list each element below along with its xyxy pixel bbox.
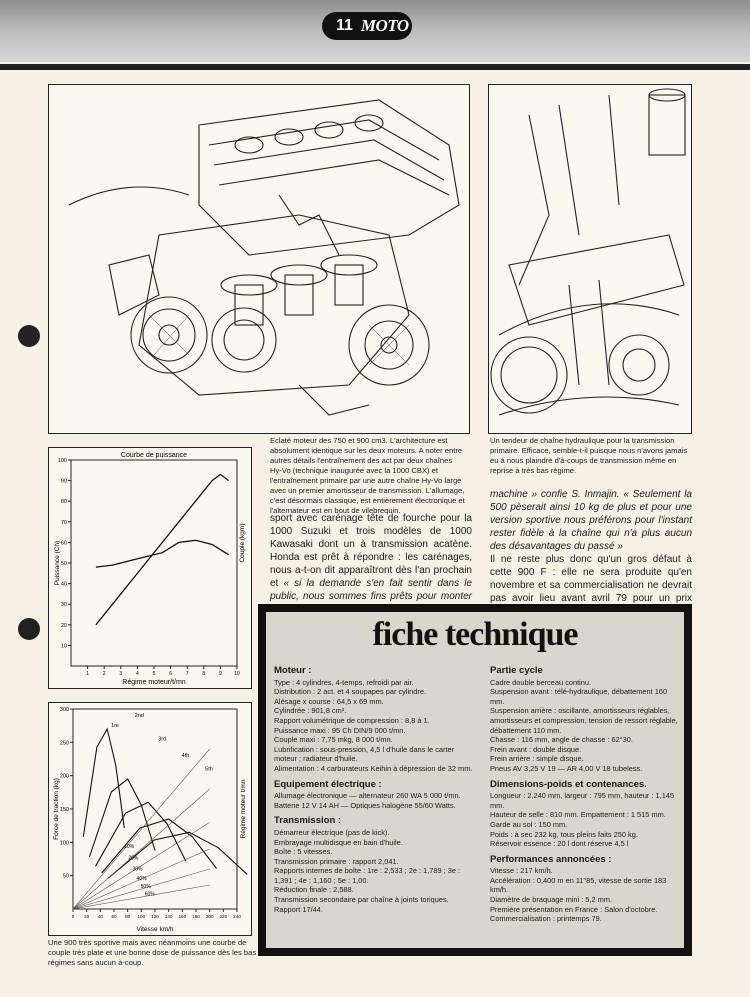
spec-line: Garde au sol : 150 mm. bbox=[490, 819, 568, 829]
fiche-title: fiche technique bbox=[372, 616, 578, 653]
grade-label: 10% bbox=[124, 844, 135, 850]
spec-line: Boîte : 5 vitesses. bbox=[274, 847, 333, 857]
elec-heading: Equipement électrique : bbox=[274, 778, 382, 790]
y-tick-label: 40 bbox=[60, 581, 67, 588]
y-tick-label: 200 bbox=[59, 773, 69, 780]
x-tick-label: 120 bbox=[151, 914, 159, 919]
y-tick-label: 300 bbox=[59, 707, 69, 713]
gear-label: 5th bbox=[205, 766, 213, 773]
chain-tensioner-illustration bbox=[488, 84, 692, 434]
y-axis-label-right: Couple (kgm) bbox=[239, 523, 246, 563]
spec-line: Alimentation : 4 carburateurs Keihin à dépression de 32 mm. bbox=[274, 763, 473, 773]
x-axis-label: Vitesse km/h bbox=[136, 926, 174, 933]
y-tick-label: 70 bbox=[60, 519, 67, 526]
x-axis-label: Régime moteur/t/mn bbox=[122, 679, 186, 686]
article-column-3 bbox=[490, 488, 692, 618]
traction-chart-svg bbox=[49, 703, 251, 935]
spec-line: Frein arrière : simple disque. bbox=[490, 754, 584, 764]
x-tick-label: 240 bbox=[233, 914, 241, 919]
gear-label: 3rd bbox=[158, 736, 167, 743]
spec-line: Pneus AV 3,25 V 19 — AR 4,00 V 18 tubeless. bbox=[490, 763, 643, 773]
spec-line: Embrayage multidisque en bain d'huile. bbox=[274, 837, 403, 847]
y-tick-label: 250 bbox=[59, 740, 69, 747]
y-tick-label: 50 bbox=[62, 873, 69, 880]
dimensions-heading: Dimensions-poids et contenances. bbox=[490, 778, 647, 790]
y-tick-label: 30 bbox=[60, 602, 67, 609]
engine-illustration bbox=[48, 84, 470, 434]
y-tick-label: 10 bbox=[60, 643, 67, 650]
chart-frame bbox=[73, 709, 237, 909]
x-tick-label: 2 bbox=[102, 671, 106, 677]
spec-line: Rapports internes de boîte : 1re : 2,533 ; 2e : 1,789 ; 3e : 1,391 ; 4e : 1,160 ; 5e : 1,00. bbox=[274, 866, 461, 885]
engine-caption: Eclaté moteur des 750 et 900 cm3. L'architecture est absolument identique sur les deux moteurs. A noter entre autres détails l'entraînement des act par deux chaînes Hy-Vo (technique inaugurée avec la 1000 CBX) et l'entraînement primaire par une autre chaîne Hy-Vo large avec un premier amortisseur de transmission. L'allumage, c'est désormais classique, est entièrement électronique et l'alternateur est en bout de vilebrequin. bbox=[270, 436, 465, 515]
spec-line: Frein avant : double disque. bbox=[490, 744, 582, 754]
y-tick-label: 100 bbox=[59, 840, 69, 847]
chart-caption: Une 900 très sportive mais avec néanmoins une courbe de couple très plate et une bonne dose de puissance dès les bas régimes sans aucun à-coup. bbox=[48, 938, 257, 967]
article-col3-text: Il ne reste plus donc qu'un gros défaut à cette 900 F : elle ne sera produite qu'en novembre et sa commercialisation ne devrait pas avoir lieu avant avril 79 pour un prix bbox=[490, 554, 692, 604]
spec-line: Couple maxi : 7,75 mkg, 8 000 t/mn. bbox=[274, 735, 393, 745]
moteur-heading: Moteur : bbox=[274, 665, 312, 676]
spec-line: Première présentation en France : Salon d'octobre. bbox=[490, 904, 658, 914]
y-tick-label: 80 bbox=[60, 499, 67, 506]
series-line-1 bbox=[96, 540, 229, 567]
spec-line: Vitesse : 217 km/h. bbox=[490, 866, 553, 876]
article-col3-quote: machine » confie S. Inmajin. « Seulement la 500 pèserait ainsi 10 kg de plus et pour une version sportive nous préférons pour l'instant rester fidèle à la chaîne qui n'a plus aucun des désavantages du passé » bbox=[490, 489, 692, 552]
spec-line: Accélération : 0,400 m en 11"85, vitesse de sortie 183 km/h. bbox=[490, 875, 667, 895]
spec-line: Lubrification : sous-pression, 4,5 l d'huile dans le carter moteur ; radiateur d'huile. bbox=[274, 744, 455, 764]
page-number: 11 bbox=[336, 17, 353, 34]
fiche-technique-box bbox=[258, 604, 692, 956]
x-tick-label: 100 bbox=[137, 914, 146, 919]
spec-line: Réservoir essence : 20 l dont réserve 4,5 l bbox=[490, 839, 629, 849]
x-tick-label: 160 bbox=[178, 914, 187, 919]
series-line-0 bbox=[96, 474, 229, 624]
spec-line: Allumage électronique — alternateur 260 WA 5 000 t/mn. bbox=[274, 791, 461, 801]
spec-line: Cadre double berceau continu. bbox=[490, 677, 592, 687]
grade-label: 50% bbox=[140, 884, 151, 891]
gear-curve-1 bbox=[83, 729, 124, 837]
chain-caption: Un tendeur de chaîne hydraulique pour la transmission primaire. Efficace, semble-t-il puisque nous n'avons jamais eu à nous plaindre d'à-coups de transmission même en reprise à très bas régime. bbox=[490, 436, 688, 475]
gear-label: 2nd bbox=[134, 713, 144, 719]
x-tick-label: 60 bbox=[111, 914, 117, 919]
spec-line: Longueur : 2,240 mm, largeur : 795 mm, hauteur : 1,145 mm. bbox=[490, 791, 675, 810]
x-tick-label: 220 bbox=[219, 914, 228, 919]
spec-line: Diamètre de braquage mini : 5,2 mm. bbox=[490, 895, 612, 905]
grade-label: 40% bbox=[136, 876, 147, 883]
spec-line: Hauteur de selle : 810 mm. Empattement : 1 515 mm. bbox=[490, 810, 666, 820]
spec-line: Puissance maxi : 95 Ch DIN/9 000 t/mn. bbox=[274, 725, 406, 735]
y-axis-label-right: Régime moteur t/mn bbox=[240, 779, 247, 839]
gear-curve-3 bbox=[96, 802, 186, 866]
x-tick-label: 6 bbox=[169, 671, 172, 677]
spec-line: Transmission secondaire par chaîne à joints toriques. Rapport 17/44. bbox=[274, 895, 449, 914]
spec-line: Commercialisation : printemps 79. bbox=[490, 914, 602, 924]
spec-line: Rapport volumétrique de compression : 8,8 à 1. bbox=[274, 715, 430, 725]
x-tick-label: 5 bbox=[152, 671, 156, 677]
x-tick-label: 3 bbox=[119, 671, 123, 677]
grade-label: 20% bbox=[128, 855, 139, 862]
y-tick-label: 20 bbox=[60, 622, 67, 629]
spec-line: Suspension avant : télé-hydraulique, débattement 160 mm. bbox=[490, 687, 668, 706]
gear-label: 4th bbox=[181, 753, 190, 759]
x-tick-label: 1 bbox=[86, 671, 89, 677]
cycle-heading: Partie cycle bbox=[490, 665, 543, 676]
article-col2-text: sport avec carénage tête de fourche pour la 1000 Suzuki et trois modèles de 1000 Kawasaki dont un à transmission acatène. Honda est prêt à répondre : les carénages, nous a-t-on dit apparaîtront dès l'an prochain et bbox=[270, 513, 472, 589]
x-tick-label: 7 bbox=[185, 671, 189, 677]
power-curve-chart bbox=[48, 447, 252, 689]
fiche-right-column bbox=[490, 660, 678, 924]
transmission-heading: Transmission : bbox=[274, 815, 342, 827]
x-tick-label: 140 bbox=[164, 914, 173, 919]
spec-line: Démarreur électrique (pas de kick). bbox=[274, 827, 390, 837]
spec-line: Type : 4 cylindres, 4-temps, refroidi par air. bbox=[274, 677, 414, 687]
spec-line: Poids : à sec 232 kg, tous pleins faits 250 kg. bbox=[490, 829, 638, 839]
spec-line: Suspension arrière : oscillante, amortisseurs réglables, amortisseurs et compression, tension de ressort réglable, débattement 110 mm. bbox=[490, 706, 678, 735]
y-tick-label: 50 bbox=[60, 561, 67, 567]
grade-label: 30% bbox=[132, 866, 143, 873]
y-tick-label: 100 bbox=[57, 458, 67, 464]
y-axis-label: Puissance (Ch) bbox=[54, 540, 61, 586]
x-tick-label: 10 bbox=[234, 671, 240, 677]
punch-hole bbox=[18, 618, 40, 640]
x-tick-label: 4 bbox=[136, 671, 139, 677]
spec-line: Distribution : 2 act. et 4 soupapes par cylindre. bbox=[274, 687, 426, 697]
spec-line: Chasse : 116 mm, angle de chasse : 62°30. bbox=[490, 735, 633, 745]
magazine-logo: MOTO bbox=[360, 16, 409, 35]
x-tick-label: 80 bbox=[125, 914, 131, 919]
x-tick-label: 180 bbox=[192, 914, 200, 919]
traction-chart bbox=[48, 702, 252, 936]
power-curve-svg bbox=[49, 448, 251, 688]
gear-curve-4 bbox=[102, 819, 217, 873]
x-tick-label: 0 bbox=[71, 914, 75, 919]
x-tick-label: 40 bbox=[97, 914, 103, 919]
spec-line: Réduction finale : 2,588. bbox=[274, 885, 354, 895]
chart-title: Courbe de puissance bbox=[120, 452, 188, 459]
header-rule bbox=[0, 64, 750, 70]
article-col2-quote: « si la demande s'en fait sentir dans le public, nous sommes fins prêts pour monter bbox=[270, 578, 472, 602]
spec-line: Cylindrée : 901,8 cm³. bbox=[274, 706, 347, 716]
spec-line: Batterie 12 V 14 AH — Optiques halogène 55/60 Watts. bbox=[274, 800, 456, 810]
fiche-left-column bbox=[274, 660, 474, 914]
x-tick-label: 200 bbox=[205, 914, 214, 919]
y-tick-label: 60 bbox=[60, 540, 67, 547]
gear-label: 1re bbox=[111, 723, 120, 729]
y-tick-label: 150 bbox=[59, 807, 69, 813]
spec-line: Alésage x course : 64,5 x 69 mm. bbox=[274, 696, 384, 706]
chart-frame bbox=[71, 460, 237, 666]
x-tick-label: 8 bbox=[202, 671, 206, 677]
punch-hole bbox=[18, 325, 40, 347]
x-tick-label: 9 bbox=[219, 671, 222, 677]
performances-heading: Performances annoncées : bbox=[490, 853, 612, 865]
y-axis-label: Force de traction (kg) bbox=[53, 778, 60, 840]
grade-label: 60% bbox=[144, 891, 155, 898]
page-badge bbox=[322, 12, 412, 40]
spec-line: Transmission primaire : rapport 2,041. bbox=[274, 856, 399, 866]
y-tick-label: 90 bbox=[60, 478, 67, 485]
x-tick-label: 20 bbox=[84, 914, 90, 919]
